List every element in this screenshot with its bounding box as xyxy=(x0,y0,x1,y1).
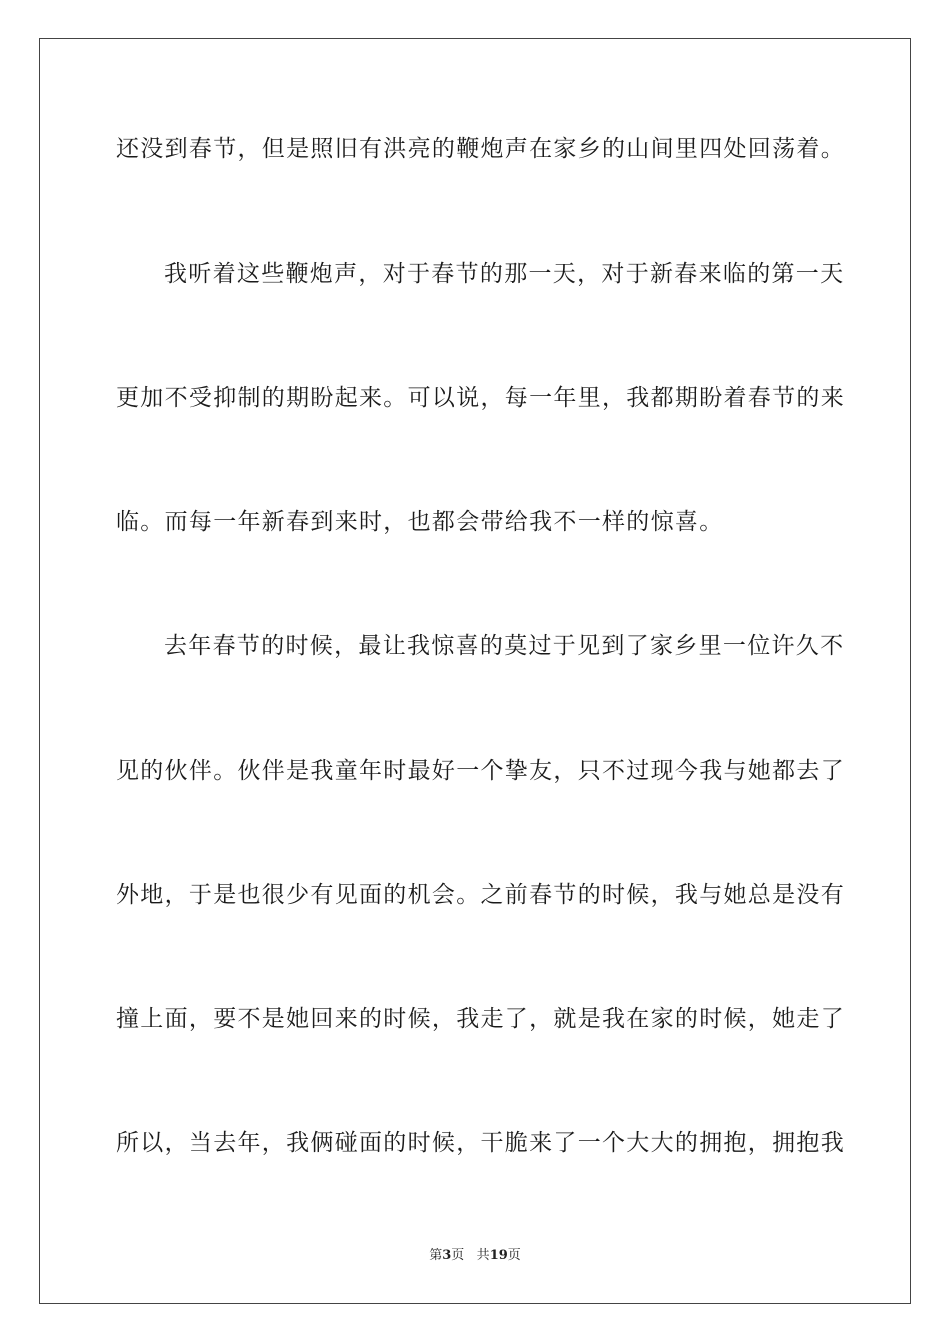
text-line-5: 去年春节的时候，最让我惊喜的莫过于见到了家乡里一位许久不 xyxy=(164,633,845,659)
text-line-7: 外地，于是也很少有见面的机会。之前春节的时候，我与她总是没有 xyxy=(116,882,845,908)
page-prefix: 第 xyxy=(429,1248,443,1263)
text-line-6: 见的伙伴。伙伴是我童年时最好一个挚友，只不过现今我与她都去了 xyxy=(116,758,845,784)
total-pages: 19 xyxy=(489,1248,508,1263)
text-line-9: 所以，当去年，我俩碰面的时候，干脆来了一个大大的拥抱，拥抱我 xyxy=(116,1130,845,1156)
text-line-3: 更加不受抑制的期盼起来。可以说，每一年里，我都期盼着春节的来 xyxy=(116,385,845,411)
total-prefix: 共 xyxy=(476,1248,490,1263)
total-suffix: 页 xyxy=(507,1248,521,1263)
page-suffix: 页 xyxy=(451,1248,465,1263)
text-line-4: 临。而每一年新春到来时，也都会带给我不一样的惊喜。 xyxy=(116,509,724,535)
text-line-1: 还没到春节，但是照旧有洪亮的鞭炮声在家乡的山间里四处回荡着。 xyxy=(116,136,845,162)
page-border xyxy=(39,38,911,1304)
text-line-2: 我听着这些鞭炮声，对于春节的那一天，对于新春来临的第一天 xyxy=(164,261,845,287)
text-line-8: 撞上面，要不是她回来的时候，我走了，就是我在家的时候，她走了 xyxy=(116,1006,845,1032)
page-footer xyxy=(0,1247,950,1265)
page-number: 3 xyxy=(442,1248,452,1263)
